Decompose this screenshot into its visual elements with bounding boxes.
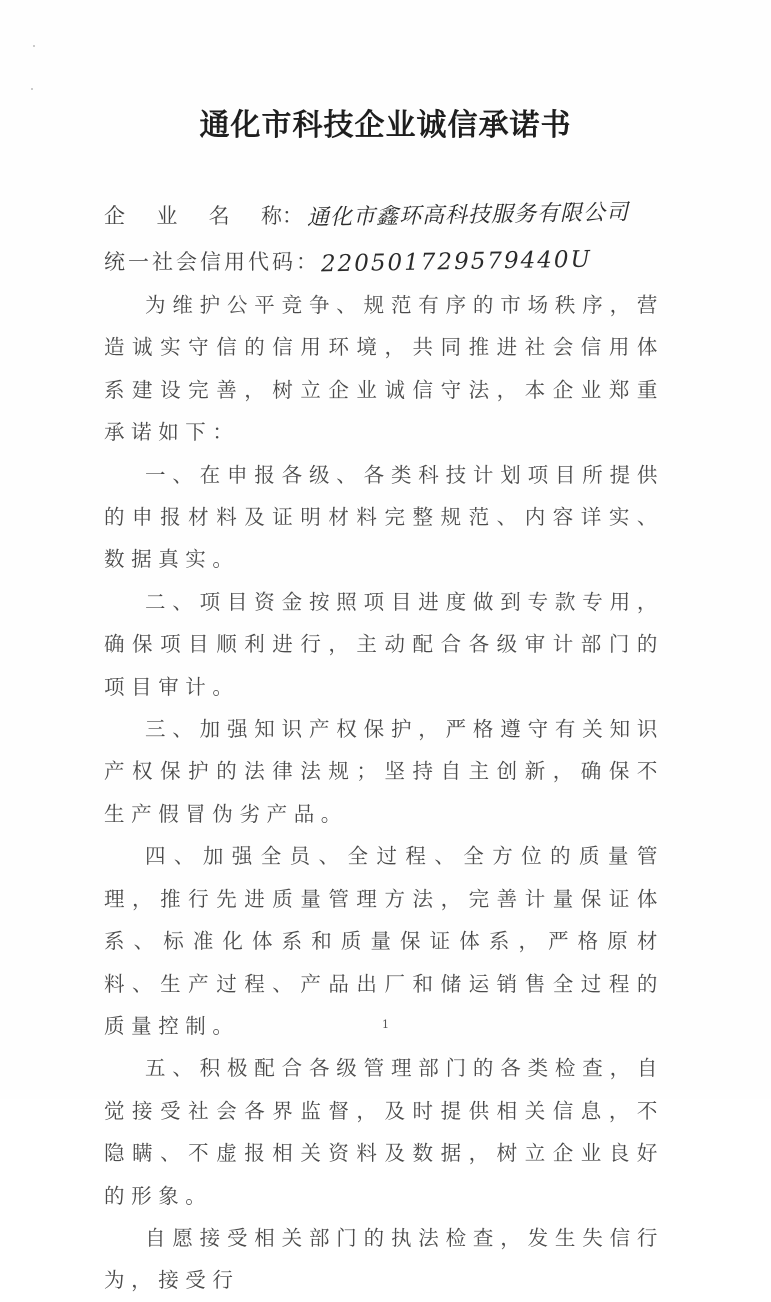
label-colon: ： bbox=[282, 204, 303, 228]
commitment-body bbox=[104, 284, 664, 1302]
company-name-row bbox=[104, 196, 629, 236]
intro-paragraph: 为维护公平竞争、规范有序的市场秩序，营造诚实守信的信用环境，共同推进社会信用体系建设完善，树立企业诚信守法，本企业郑重承诺如下： bbox=[104, 293, 664, 445]
label-char: 企 bbox=[104, 204, 125, 228]
company-name-handwritten: 通化市鑫环高科技服务有限公司 bbox=[306, 200, 630, 231]
scan-speck bbox=[31, 88, 33, 90]
credit-code-label: 统一社会信用代码 bbox=[104, 250, 296, 274]
label-colon: ： bbox=[296, 250, 317, 274]
label-char: 业 bbox=[156, 204, 178, 228]
clause-4: 四、加强全员、全过程、全方位的质量管理，推行先进质量管理方法，完善计量保证体系、标准化体系和质量保证体系，严格原材料、生产过程、产品出厂和储运销售全过程的质量控制。 bbox=[104, 844, 664, 1038]
label-char: 称 bbox=[260, 204, 282, 228]
page-number: 1 bbox=[382, 1018, 389, 1031]
document-title: 通化市科技企业诚信承诺书 bbox=[199, 108, 572, 143]
clause-5: 五、积极配合各级管理部门的各类检查，自觉接受社会各界监督，及时提供相关信息，不隐瞒、不虚报相关资料及数据，树立企业良好的形象。 bbox=[104, 1056, 664, 1208]
closing-paragraph: 自愿接受相关部门的执法检查，发生失信行为，接受行 bbox=[104, 1225, 664, 1293]
label-char: 名 bbox=[208, 204, 230, 228]
company-name-label bbox=[104, 196, 282, 236]
credit-code-row bbox=[104, 242, 592, 282]
credit-code-handwritten: 220501729579440U bbox=[320, 246, 593, 278]
clause-2: 二、项目资金按照项目进度做到专款专用，确保项目顺利进行，主动配合各级审计部门的项目审计。 bbox=[104, 589, 664, 699]
clause-3: 三、加强知识产权保护，严格遵守有关知识产权保护的法律法规；坚持自主创新，确保不生产假冒伪劣产品。 bbox=[104, 717, 664, 826]
clause-1: 一、在申报各级、各类科技计划项目所提供的申报材料及证明材料完整规范、内容详实、数据真实。 bbox=[104, 462, 664, 572]
scan-speck bbox=[33, 45, 35, 47]
